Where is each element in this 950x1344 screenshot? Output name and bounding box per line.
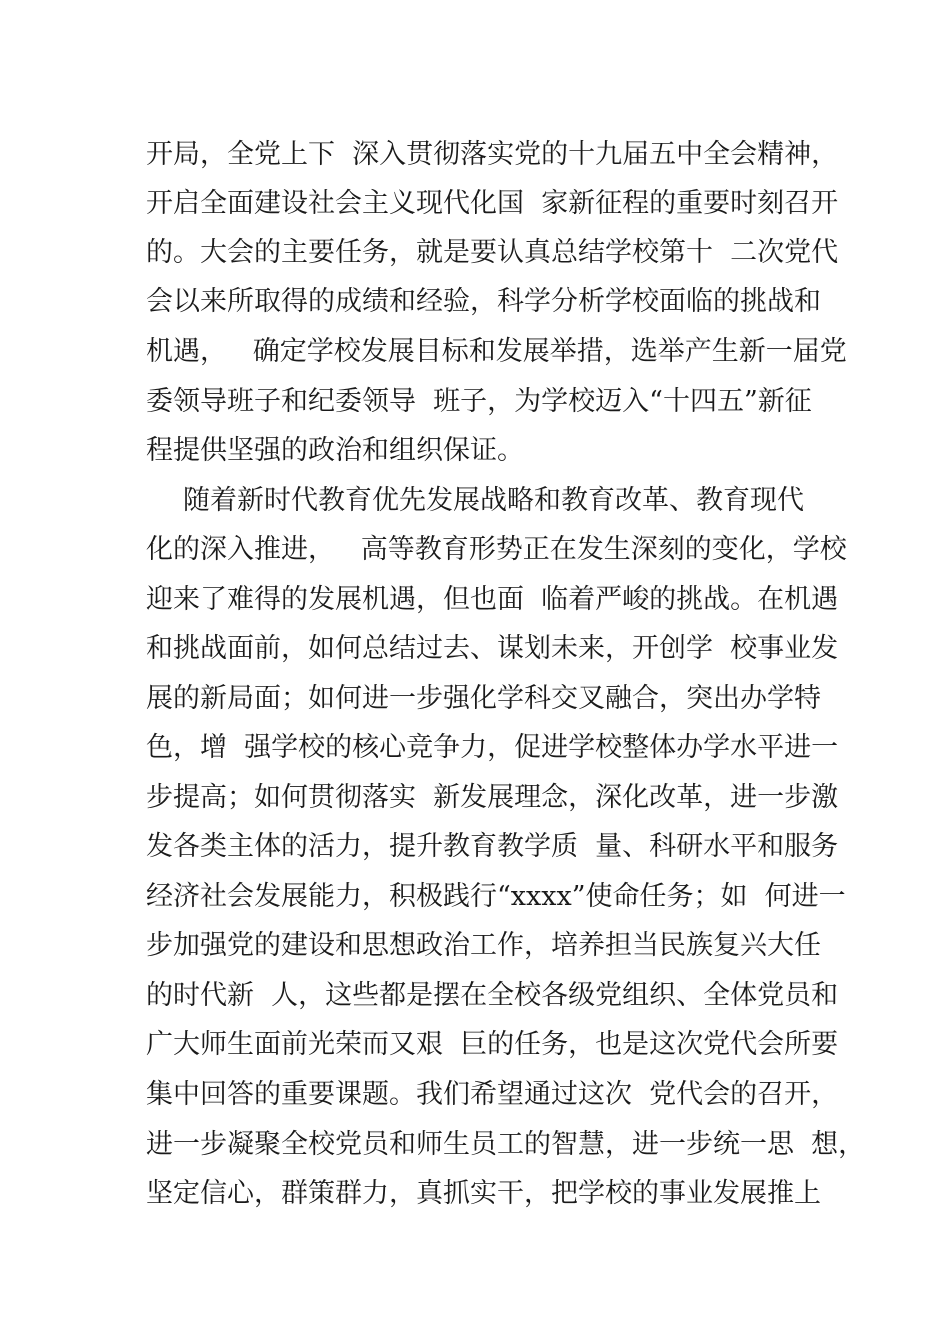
text-line-14: 步提高；如何贯彻落实 新发展理念，深化改革，进一步激 xyxy=(146,782,839,813)
text-line-17: 步加强党的建设和思想政治工作，培养担当民族复兴大任 xyxy=(146,930,821,961)
text-line-4: 会以来所取得的成绩和经验，科学分析学校面临的挑战和 xyxy=(146,286,821,317)
text-line-12: 展的新局面；如何进一步强化学科交叉融合，突出办学特 xyxy=(146,683,821,714)
text-line-11: 和挑战面前，如何总结过去、谋划未来，开创学 校事业发 xyxy=(146,633,839,664)
text-line-6: 委领导班子和纪委领导 班子，为学校迈入“十四五”新征 xyxy=(146,386,812,417)
text-line-18: 的时代新 人，这些都是摆在全校各级党组织、全体党员和 xyxy=(146,980,839,1011)
text-line-7: 程提供坚强的政治和组织保证。 xyxy=(146,435,524,466)
text-line-5: 机遇， 确定学校发展目标和发展举措，选举产生新一届党 xyxy=(146,336,847,367)
text-line-10: 迎来了难得的发展机遇，但也面 临着严峻的挑战。在机遇 xyxy=(146,584,839,615)
text-line-15: 发各类主体的活力，提升教育教学质 量、科研水平和服务 xyxy=(146,831,839,862)
text-line-1: 开局，全党上下 深入贯彻落实党的十九届五中全会精神， xyxy=(146,139,839,170)
text-line-16: 经济社会发展能力，积极践行“xxxx”使命任务；如 何进一 xyxy=(146,881,846,912)
text-line-3: 的。大会的主要任务，就是要认真总结学校第十 二次党代 xyxy=(146,237,839,268)
text-line-21: 进一步凝聚全校党员和师生员工的智慧，进一步统一思 想， xyxy=(146,1129,866,1160)
text-line-19: 广大师生面前光荣而又艰 巨的任务，也是这次党代会所要 xyxy=(146,1029,839,1060)
text-line-13: 色，增 强学校的核心竞争力，促进学校整体办学水平进一 xyxy=(146,732,839,763)
text-line-2: 开启全面建设社会主义现代化国 家新征程的重要时刻召开 xyxy=(146,188,839,219)
text-line-9: 化的深入推进， 高等教育形势正在发生深刻的变化，学校 xyxy=(146,534,847,565)
text-line-20: 集中回答的重要课题。我们希望通过这次 党代会的召开， xyxy=(146,1079,839,1110)
paragraph-2-first-line: 随着新时代教育优先发展战略和教育改革、教育现代 xyxy=(183,485,804,516)
text-line-22: 坚定信心，群策群力，真抓实干，把学校的事业发展推上 xyxy=(146,1178,821,1209)
